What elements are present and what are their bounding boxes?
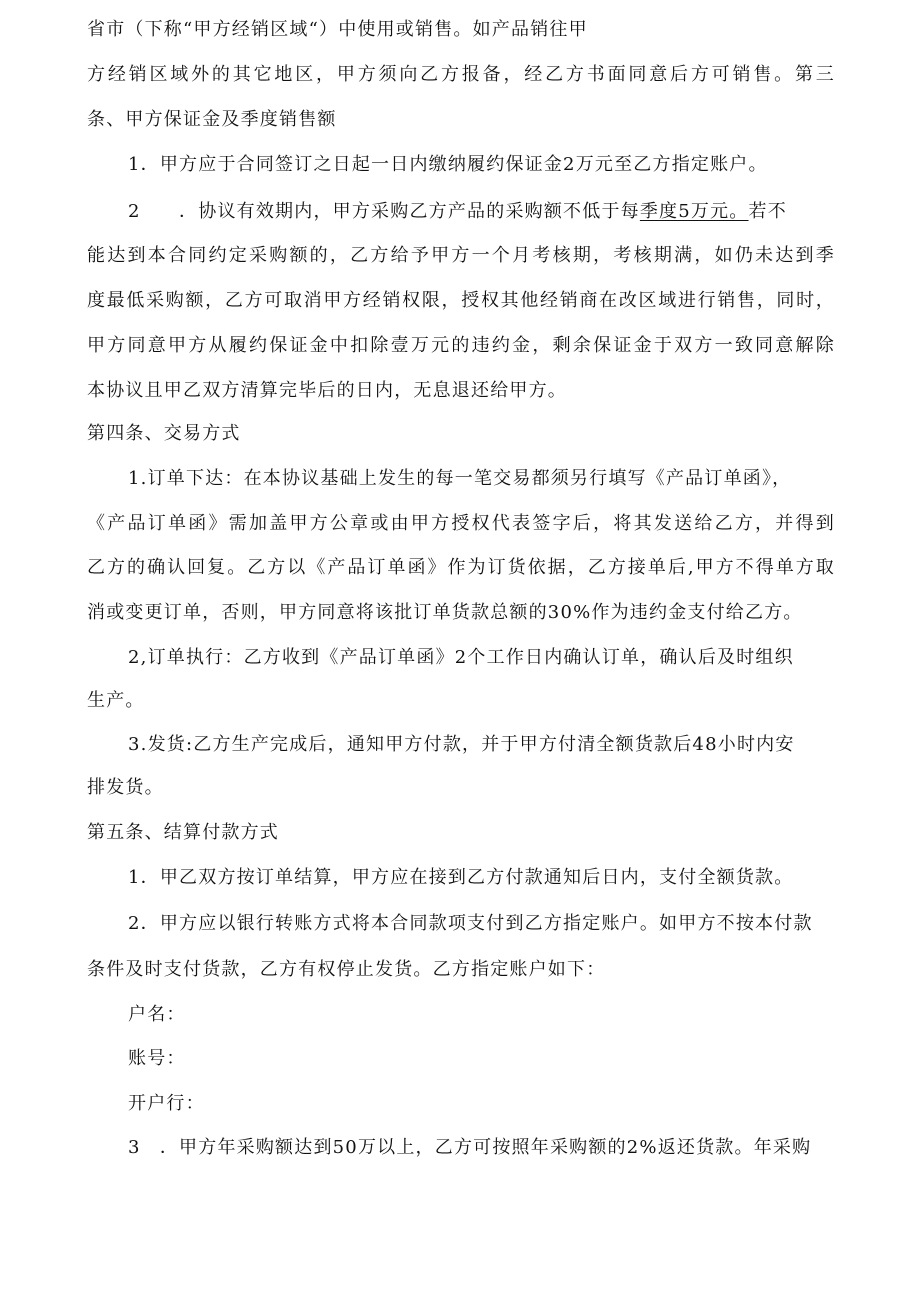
text-line: 1．甲方应于合同签订之日起一日内缴纳履约保证金2万元至乙方指定账户。 <box>128 154 768 175</box>
text-line: 生产。 <box>87 690 145 711</box>
text-line: 《产品订单函》需加盖甲方公章或由甲方授权代表签字后，将其发送给乙方，并得到 <box>87 513 835 534</box>
text-line: 省市（下称“甲方经销区域“）中使用或销售。如产品销往甲 <box>87 19 588 40</box>
account-number-label: 账号： <box>128 1048 186 1069</box>
text-line: 排发货。 <box>87 777 164 798</box>
text-line: 3 ．甲方年采购额达到50万以上，乙方可按照年采购额的2%返还货款。年采购 <box>128 1137 812 1158</box>
text-line: 条件及时支付货款，乙方有权停止发货。乙方指定账户如下： <box>87 959 606 980</box>
text-segment: 若不 <box>748 201 787 222</box>
text-line: 乙方的确认回复。乙方以《产品订单函》作为订货依据，乙方接单后,甲方不得单方取 <box>87 557 835 578</box>
text-line: 消或变更订单，否则，甲方同意将该批订单货款总额的30%作为违约金支付给乙方。 <box>87 602 803 623</box>
text-line: 2．甲方应以银行转账方式将本合同款项支付到乙方指定账户。如甲方不按本付款 <box>128 913 813 934</box>
bank-label: 开户行： <box>128 1093 205 1114</box>
text-line: 甲方同意甲方从履约保证金中扣除壹万元的违约金，剩余保证金于双方一致同意解除 <box>87 335 835 356</box>
text-line: 1．甲乙双方按订单结算，甲方应在接到乙方付款通知后日内，支付全额货款。 <box>128 867 794 888</box>
underlined-amount: 季度5万元。 <box>639 201 749 222</box>
text-line: 1.订单下达：在本协议基础上发生的每一笔交易都须另行填写《产品订单函》， <box>128 468 792 489</box>
text-line: 2,订单执行：乙方收到《产品订单函》2个工作日内确认订单，确认后及时组织 <box>128 647 794 668</box>
text-segment: 2 ．协议有效期内，甲方采购乙方产品的采购额不低于每 <box>128 201 640 222</box>
text-line: 度最低采购额，乙方可取消甲方经销权限，授权其他经销商在改区域进行销售，同时， <box>87 290 835 311</box>
section-heading: 第四条、交易方式 <box>87 423 241 444</box>
section-heading: 条、甲方保证金及季度销售额 <box>87 109 337 130</box>
text-line: 本协议且甲乙双方清算完毕后的日内，无息退还给甲方。 <box>87 380 567 401</box>
text-line: 能达到本合同约定采购额的，乙方给予甲方一个月考核期，考核期满，如仍未达到季 <box>87 245 835 266</box>
text-line: 3.发货:乙方生产完成后，通知甲方付款，并于甲方付清全额货款后48小时内安 <box>128 734 795 755</box>
account-name-label: 户名： <box>128 1004 186 1025</box>
text-line <box>128 200 787 224</box>
section-heading: 第五条、结算付款方式 <box>87 822 279 843</box>
text-line: 方经销区域外的其它地区，甲方须向乙方报备，经乙方书面同意后方可销售。第三 <box>87 64 835 85</box>
